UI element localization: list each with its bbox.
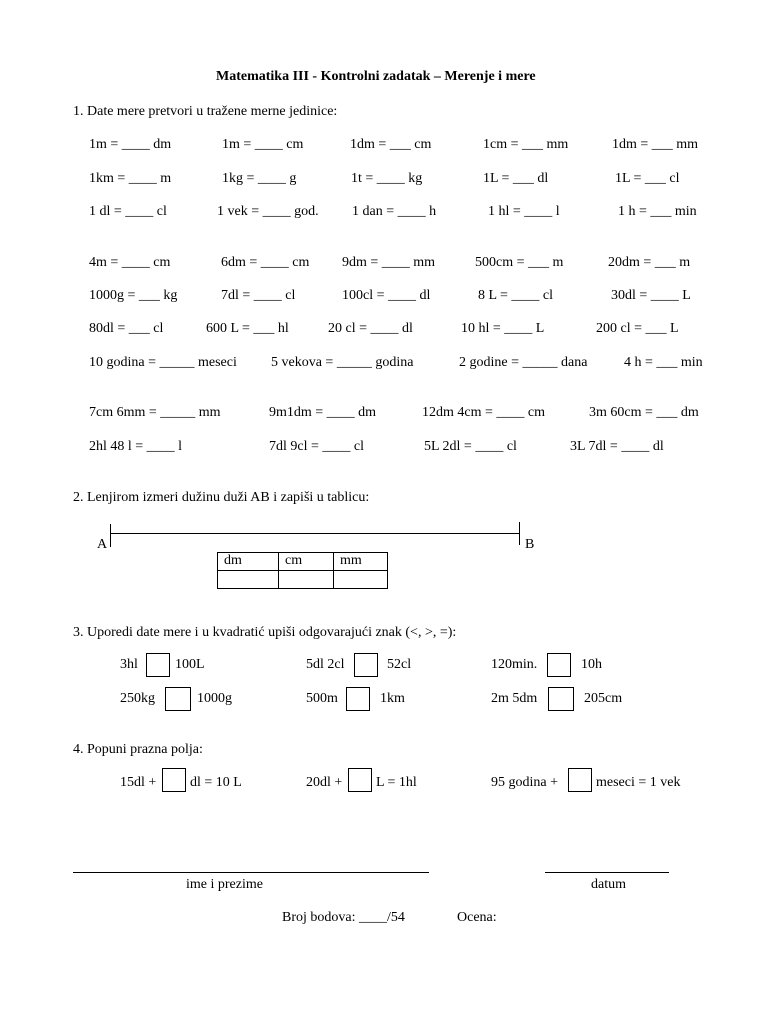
compare-answer-box[interactable] [547,653,571,677]
compare-right: 100L [175,657,205,672]
fill-right: L = 1hl [376,775,417,790]
compare-left: 250kg [120,691,155,706]
task1-item: 1 dl = ____ cl [89,204,167,219]
compare-right: 1000g [197,691,232,706]
name-line[interactable] [73,872,429,873]
task4-heading: 4. Popuni prazna polja: [73,742,203,757]
task1-item: 1cm = ___ mm [483,137,569,152]
task1-item: 3L 7dl = ____ dl [570,439,664,454]
task1-item: 7cm 6mm = _____ mm [89,405,221,420]
compare-left: 5dl 2cl [306,657,345,672]
compare-answer-box[interactable] [346,687,370,711]
task1-item: 1 vek = ____ god. [217,204,319,219]
task1-item: 5L 2dl = ____ cl [424,439,517,454]
task1-item: 1 hl = ____ l [488,204,560,219]
task1-item: 4 h = ___ min [624,355,703,370]
task1-item: 20 cl = ____ dl [328,321,413,336]
task1-item: 9dm = ____ mm [342,255,436,270]
measure-table-header-row [218,553,388,571]
fill-answer-box[interactable] [568,768,592,792]
name-label: ime i prezime [186,877,263,892]
fill-left: 15dl + [120,775,157,790]
task1-item: 3m 60cm = ___ dm [589,405,699,420]
task1-item: 6dm = ____ cm [221,255,310,270]
task1-item: 1m = ____ cm [222,137,304,152]
point-b-label: B [525,537,535,552]
task1-item: 1 h = ___ min [618,204,697,219]
fill-right: meseci = 1 vek [596,775,681,790]
task1-item: 100cl = ____ dl [342,288,431,303]
fill-answer-box[interactable] [162,768,186,792]
compare-answer-box[interactable] [548,687,574,711]
task1-item: 80dl = ___ cl [89,321,164,336]
compare-right: 1km [380,691,405,706]
segment-tick-a [110,524,111,547]
task1-item: 1m = ____ dm [89,137,172,152]
point-a-label: A [97,537,108,552]
task1-heading: 1. Date mere pretvori u tražene merne jedinice: [73,104,338,119]
task1-item: 10 hl = ____ L [461,321,545,336]
task1-item: 1L = ___ cl [615,171,680,186]
fill-right: dl = 10 L [190,775,242,790]
task2-heading: 2. Lenjirom izmeri dužinu duži AB i zapiši u tablicu: [73,490,370,505]
task1-item: 1 dan = ____ h [352,204,437,219]
compare-answer-box[interactable] [146,653,170,677]
task1-item: 12dm 4cm = ____ cm [422,405,545,420]
task1-item: 4m = ____ cm [89,255,171,270]
grade-label: Ocena: [457,910,497,925]
answer-cell-dm[interactable] [218,571,279,589]
fill-left: 95 godina + [491,775,558,790]
measure-table-header: mm [334,553,388,571]
task1-item: 9m1dm = ____ dm [269,405,377,420]
task1-item: 1t = ____ kg [351,171,423,186]
compare-left: 120min. [491,657,538,672]
task1-item: 2hl 48 l = ____ l [89,439,183,454]
segment-tick-b [519,522,520,545]
task1-item: 500cm = ___ m [475,255,564,270]
compare-right: 205cm [584,691,623,706]
task1-item: 1km = ____ m [89,171,172,186]
fill-answer-box[interactable] [348,768,372,792]
answer-cell-cm[interactable] [279,571,334,589]
task1-item: 5 vekova = _____ godina [271,355,414,370]
compare-right: 52cl [387,657,412,672]
answer-cell-mm[interactable] [334,571,388,589]
compare-answer-box[interactable] [165,687,191,711]
points-label: Broj bodova: ____/54 [282,910,405,925]
compare-answer-box[interactable] [354,653,378,677]
task1-item: 600 L = ___ hl [206,321,289,336]
task1-item: 1kg = ____ g [222,171,297,186]
segment-ab-line [110,533,520,534]
task1-item: 1dm = ___ mm [612,137,699,152]
task1-item: 7dl 9cl = ____ cl [269,439,364,454]
compare-left: 500m [306,691,338,706]
date-label: datum [591,877,626,892]
compare-left: 3hl [120,657,138,672]
task1-item: 10 godina = _____ meseci [89,355,237,370]
task1-item: 1L = ___ dl [483,171,549,186]
date-line[interactable] [545,872,669,873]
task1-item: 30dl = ____ L [611,288,691,303]
task1-item: 1000g = ___ kg [89,288,178,303]
fill-left: 20dl + [306,775,343,790]
measure-table [217,552,388,589]
page-title: Matematika III - Kontrolni zadatak – Merenje i mere [216,69,536,84]
compare-right: 10h [581,657,602,672]
measure-table-header: dm [218,553,279,571]
task1-item: 200 cl = ___ L [596,321,679,336]
task1-item: 2 godine = _____ dana [459,355,588,370]
task3-heading: 3. Uporedi date mere i u kvadratić upiši odgovarajući znak (<, >, =): [73,625,457,640]
task1-item: 1dm = ___ cm [350,137,432,152]
measure-table-answer-row [218,571,388,589]
task1-item: 8 L = ____ cl [478,288,554,303]
compare-left: 2m 5dm [491,691,538,706]
task1-item: 20dm = ___ m [608,255,691,270]
measure-table-header: cm [279,553,334,571]
task1-item: 7dl = ____ cl [221,288,296,303]
